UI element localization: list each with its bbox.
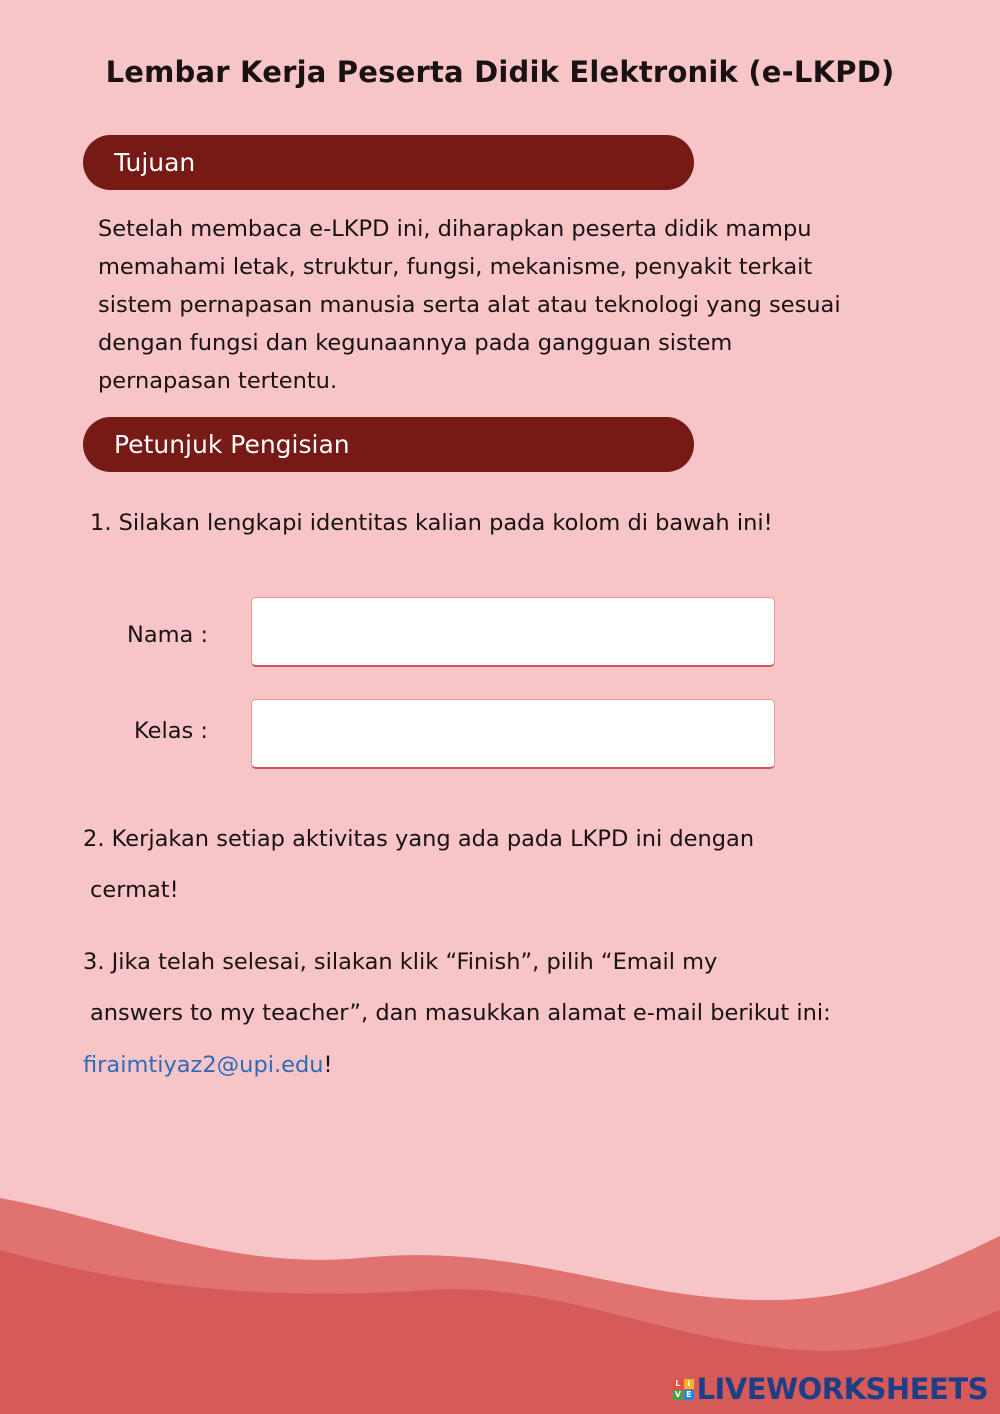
- instruction-step-3-line-1: 3. Jika telah selesai, silakan klik “Finish”, pilih “Email my: [83, 949, 718, 975]
- instruction-step-2-line-1: 2. Kerjakan setiap aktivitas yang ada pada LKPD ini dengan: [83, 826, 755, 852]
- instruction-step-3-line-2: answers to my teacher”, dan masukkan alamat e-mail berikut ini:: [90, 1000, 831, 1026]
- tujuan-paragraph: Setelah membaca e-LKPD ini, diharapkan peserta didik mampu memahami letak, struktur, fungsi, mekanisme, penyakit terkait sistem pernapasan manusia serta alat atau teknologi yang sesuai dengan fungsi dan kegunaannya pada gangguan sistem pernapasan tertentu.: [98, 216, 841, 394]
- teacher-email-link[interactable]: firaimtiyaz2@upi.edu: [83, 1052, 324, 1078]
- liveworksheets-logo: [673, 1372, 988, 1406]
- liveworksheets-mark-icon: [673, 1379, 694, 1400]
- kelas-label: Kelas :: [134, 718, 208, 744]
- liveworksheets-wordmark: LIVEWORKSHEETS: [696, 1372, 988, 1406]
- instruction-step-3-line-3: [83, 1052, 333, 1078]
- instruction-step-1: 1. Silakan lengkapi identitas kalian pada kolom di bawah ini!: [90, 510, 773, 536]
- brand-mark-letter: I: [684, 1379, 694, 1389]
- nama-label: Nama :: [127, 622, 209, 648]
- email-suffix: !: [323, 1052, 333, 1078]
- section-header-tujuan: Tujuan: [83, 135, 694, 190]
- kelas-input[interactable]: [251, 699, 775, 769]
- brand-mark-letter: E: [684, 1390, 694, 1400]
- section-header-petunjuk: Petunjuk Pengisian: [83, 417, 694, 472]
- page-title: Lembar Kerja Peserta Didik Elektronik (e-LKPD): [105, 55, 895, 89]
- nama-input[interactable]: [251, 597, 775, 667]
- instruction-step-2-line-2: cermat!: [90, 877, 179, 903]
- brand-mark-letter: L: [673, 1379, 683, 1389]
- brand-mark-letter: V: [673, 1390, 683, 1400]
